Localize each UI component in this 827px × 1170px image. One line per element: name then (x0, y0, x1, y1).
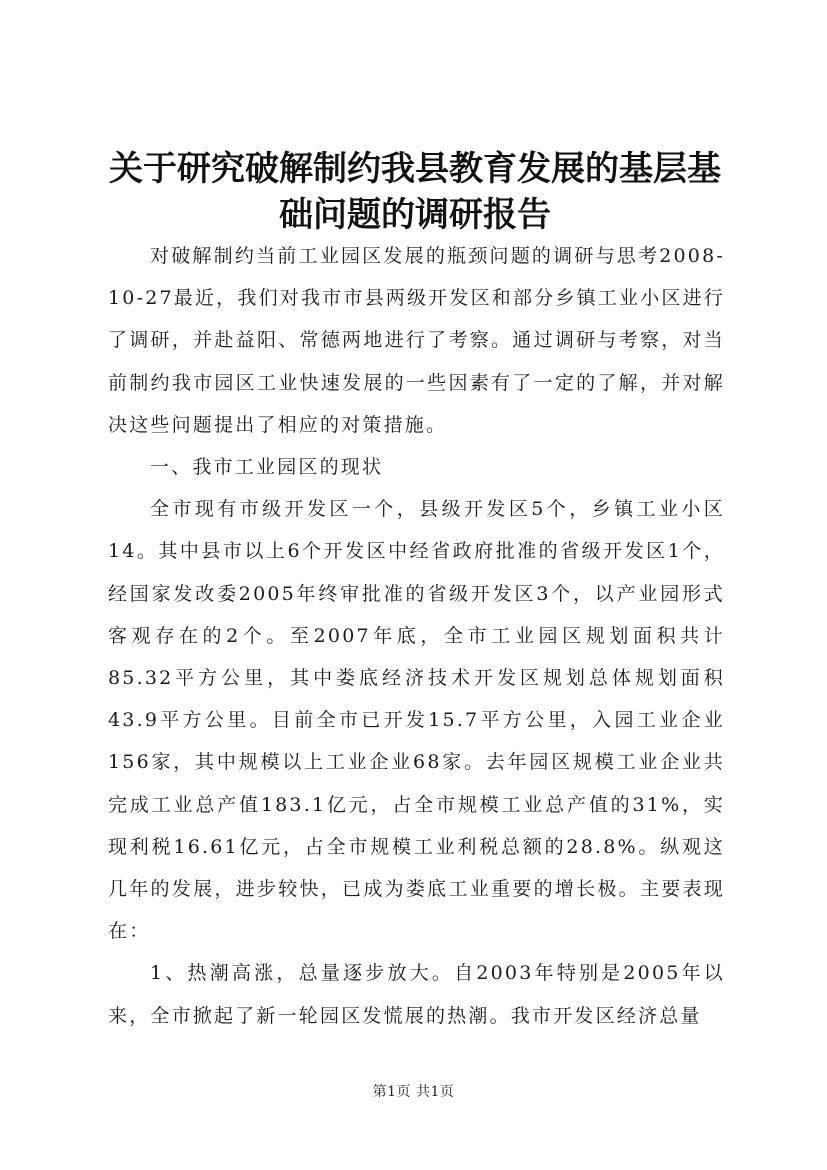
section-heading: 一、我市工业园区的现状 (150, 456, 384, 479)
paragraph-intro: 对破解制约当前工业园区发展的瓶颈问题的调研与思考2008-10-27最近，我们对我市市县两级开发区和部分乡镇工业小区进行了调研，并赴益阳、常德两地进行了考察。通过调研与考察，对当前制约我市园区工业快速发展的一些因素有了一定的了解，并对解决这些问题提出了相应的对策措施。 (108, 245, 725, 436)
page-footer: 第1页 共1页 (372, 1084, 455, 1100)
document-title: 关于研究破解制约我县教育发展的基层基础问题的调研报告 (109, 149, 721, 235)
paragraph-status: 全市现有市级开发区一个，县级开发区5个，乡镇工业小区14。其中县市以上6个开发区中经省政府批准的省级开发区1个，经国家发改委2005年终审批准的省级开发区3个，以产业园形式客观存在的2个。至2007年底，全市工业园区规划面积共计85.32平方公里，其中娄底经济技术开发区规划总体规划面积43.9平方公里。目前全市已开发15.7平方公里，入园工业企业156家，其中规模以上工业企业68家。去年园区规模工业企业共完成工业总产值183.1亿元，占全市规模工业总产值的31%，实现利税16.61亿元，占全市规模工业利税总额的28.8%。纵观这几年的发展，进步较快，已成为娄底工业重要的增长极。主要表现在： (108, 498, 725, 943)
document-body (108, 235, 725, 1037)
paragraph-point-1: 1、热潮高涨，总量逐步放大。自2003年特别是2005年以来，全市掀起了新一轮园区发慌展的热潮。我市开发区经济总量 (108, 962, 725, 1027)
